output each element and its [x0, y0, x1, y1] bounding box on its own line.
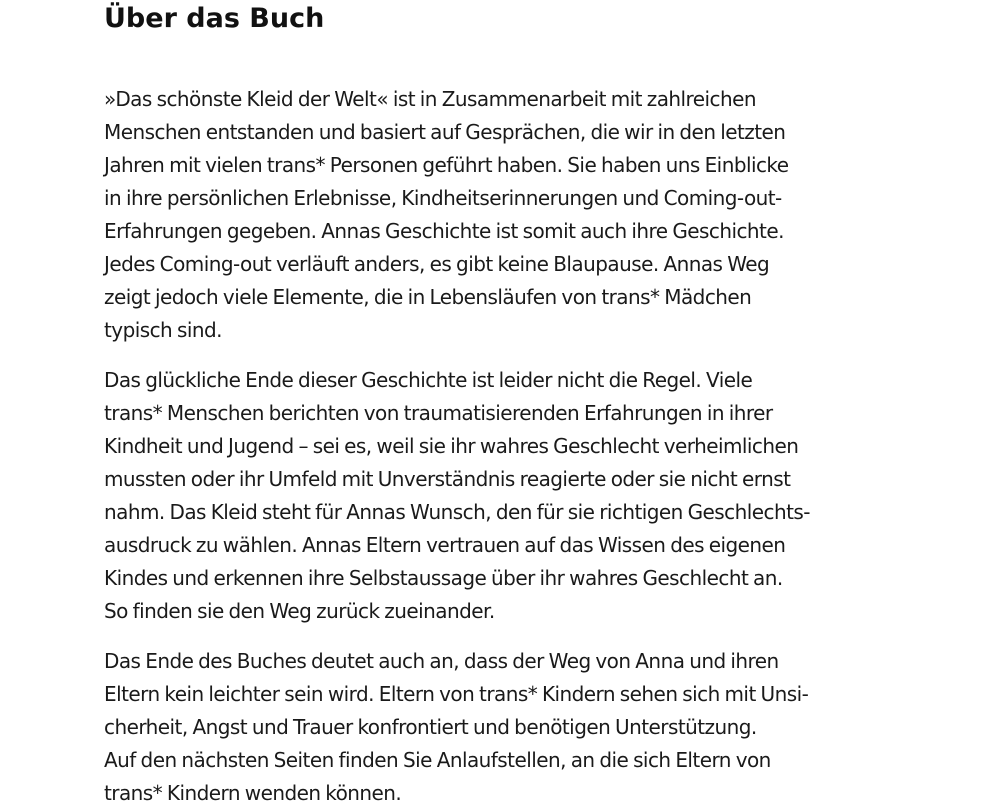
text-line: Menschen entstanden und basiert auf Gesprächen, die wir in den letzten	[104, 120, 786, 144]
text-line: Auf den nächsten Seiten finden Sie Anlaufstellen, an die sich Eltern von	[104, 748, 771, 772]
text-line: trans* Kindern wenden können.	[104, 781, 402, 805]
text-line: Eltern kein leichter sein wird. Eltern von trans* Kindern sehen sich mit Unsi-	[104, 682, 809, 706]
text-line: zeigt jedoch viele Elemente, die in Lebensläufen von trans* Mädchen	[104, 285, 752, 309]
text-line: typisch sind.	[104, 318, 222, 342]
page-title: Über das Buch	[104, 3, 325, 34]
text-line: nahm. Das Kleid steht für Annas Wunsch, den für sie richtigen Geschlechts-	[104, 500, 810, 524]
text-line: Erfahrungen gegeben. Annas Geschichte ist somit auch ihre Geschichte.	[104, 219, 784, 243]
text-line: Kindes und erkennen ihre Selbstaussage über ihr wahres Geschlecht an.	[104, 566, 783, 590]
text-line: Kindheit und Jugend – sei es, weil sie ihr wahres Geschlecht verheimlichen	[104, 434, 799, 458]
text-line: So finden sie den Weg zurück zueinander.	[104, 599, 495, 623]
paragraph-2	[104, 364, 904, 628]
text-line: Das glückliche Ende dieser Geschichte ist leider nicht die Regel. Viele	[104, 368, 753, 392]
text-line: cherheit, Angst und Trauer konfrontiert und benötigen Unterstützung.	[104, 715, 757, 739]
paragraph-3	[104, 645, 904, 810]
text-line: Jedes Coming-out verläuft anders, es gibt keine Blaupause. Annas Weg	[104, 252, 770, 276]
text-line: mussten oder ihr Umfeld mit Unverständnis reagierte oder sie nicht ernst	[104, 467, 791, 491]
text-line: Das Ende des Buches deutet auch an, dass der Weg von Anna und ihren	[104, 649, 779, 673]
text-line: »Das schönste Kleid der Welt« ist in Zusammenarbeit mit zahlreichen	[104, 87, 756, 111]
text-line: ausdruck zu wählen. Annas Eltern vertrauen auf das Wissen des eigenen	[104, 533, 786, 557]
document-page	[104, 0, 904, 810]
paragraph-1	[104, 83, 904, 347]
text-line: trans* Menschen berichten von traumatisierenden Erfahrungen in ihrer	[104, 401, 773, 425]
text-line: Jahren mit vielen trans* Personen geführt haben. Sie haben uns Einblicke	[104, 153, 789, 177]
text-line: in ihre persönlichen Erlebnisse, Kindheitserinnerungen und Coming-out-	[104, 186, 782, 210]
